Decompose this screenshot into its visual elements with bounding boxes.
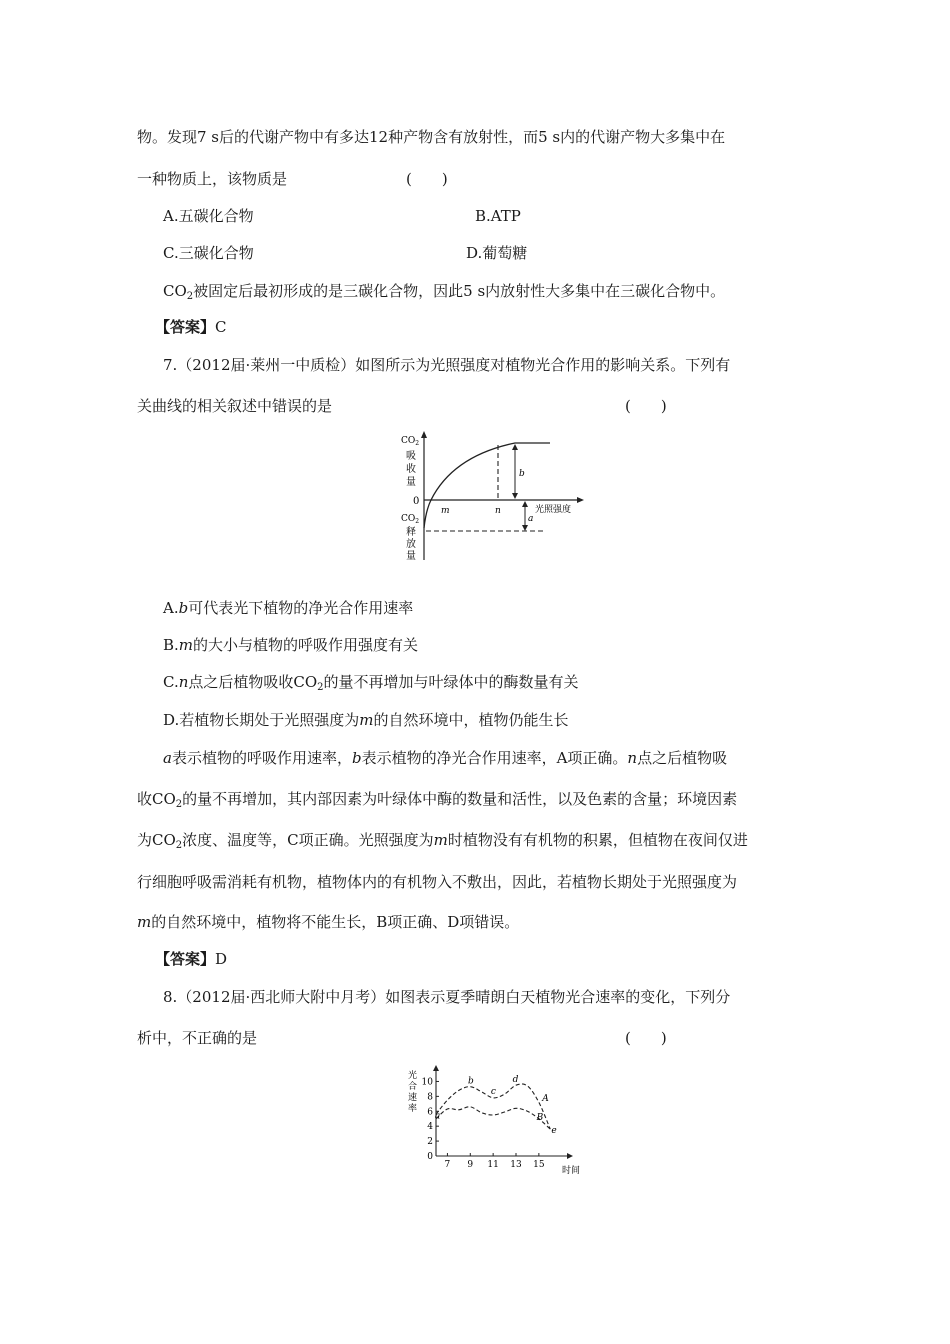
q7-y-top-label-1: 吸 — [406, 451, 416, 462]
q7-explanation-line-1: a表示植物的呼吸作用速率，b表示植物的净光合作用速率，A项正确。n点之后植物吸 — [163, 749, 728, 767]
q8-answer-blank: ( ) — [625, 1029, 667, 1047]
q7-stem-line-2: 关曲线的相关叙述中错误的是 — [137, 397, 333, 415]
q8-point-a-label: a — [434, 1111, 441, 1122]
q8-x-tick-label: 15 — [533, 1160, 545, 1170]
q7-y-top-co2: $CO_2$ — [401, 436, 420, 447]
q8-y-label-2: 合 — [408, 1082, 418, 1092]
q8-y-axis-arrow — [433, 1065, 439, 1071]
q7-option-d: D.若植物长期处于光照强度为m的自然环境中，植物仍能生长 — [163, 711, 569, 729]
q7-y-top-label-2: 收 — [406, 464, 416, 475]
q8-curve-A-label: A — [542, 1093, 549, 1104]
q7-label-b: b — [519, 469, 525, 479]
q6-stem-line-1: 物。发现7 s后的代谢产物中有多达12种产物含有放射性，而5 s内的代谢产物大多集中在 — [137, 128, 726, 146]
q8-y-tick-label: 8 — [427, 1092, 433, 1103]
q7-point-n: n — [495, 506, 501, 516]
q8-stem-line-1: 8.（2012届·西北师大附中月考）如图表示夏季晴朗白天植物光合速率的变化，下列分 — [163, 988, 731, 1006]
q6-option-c: C.三碳化合物 — [163, 244, 254, 262]
q6-option-b: B.ATP — [475, 207, 521, 225]
q7-y-bot-label-1: 释 — [406, 527, 416, 538]
q8-y-label-3: 速 — [408, 1093, 418, 1103]
q6-option-a: A.五碳化合物 — [163, 207, 254, 225]
q7-label-a: a — [528, 514, 534, 524]
q7-y-axis-arrow — [421, 431, 427, 438]
q7-zero-label: 0 — [413, 496, 420, 507]
q7-x-axis-arrow — [577, 497, 584, 503]
q8-point-c-label: c — [490, 1086, 496, 1097]
q7-explanation-line-2: 收$CO_2$的量不再增加，其内部因素为叶绿体中酶的数量和活性，以及色素的含量；环境因素 — [137, 790, 738, 810]
q6-option-d: D.葡萄糖 — [466, 244, 528, 262]
q8-x-tick-label: 9 — [467, 1160, 474, 1170]
q7-option-c: C.n点之后植物吸收$CO_2$的量不再增加与叶绿体中的酶数量有关 — [163, 673, 579, 693]
q8-y-tick-label: 0 — [427, 1152, 433, 1162]
q7-y-top-label-3: 量 — [406, 477, 416, 488]
q7-x-axis-label: 光照强度 — [535, 505, 572, 515]
q8-point-b-label: b — [468, 1076, 474, 1087]
q8-x-axis-label: 时间 — [562, 1166, 580, 1176]
q6-explanation: $CO_2$被固定后最初形成的是三碳化合物，因此5 s内放射性大多集中在三碳化合物中。 — [163, 282, 726, 302]
q7-answer-blank: ( ) — [625, 397, 667, 415]
q8-y-label-4: 率 — [408, 1104, 418, 1114]
q8-photosynthesis-chart — [400, 1062, 580, 1180]
q6-answer: 【答案】C — [155, 318, 227, 336]
q7-y-bot-co2: $CO_2$ — [401, 514, 420, 525]
q8-x-tick-label: 11 — [487, 1160, 499, 1170]
q8-x-tick-label: 13 — [510, 1160, 522, 1170]
q7-stem-line-1: 7.（2012届·莱州一中质检）如图所示为光照强度对植物光合作用的影响关系。下列有 — [163, 356, 731, 374]
q8-y-tick-label: 6 — [427, 1107, 433, 1118]
q8-point-d-label: d — [512, 1075, 519, 1086]
q7-light-intensity-figure — [388, 430, 598, 565]
q7-explanation-line-3: 为$CO_2$浓度、温度等，C项正确。光照强度为m时植物没有有机物的积累，但植物在夜间仅进 — [137, 831, 748, 851]
q8-stem-line-2: 析中，不正确的是 — [137, 1029, 258, 1047]
q7-point-m: m — [441, 506, 450, 516]
q6-answer-blank: ( ) — [406, 170, 448, 188]
q8-y-tick-label: 2 — [427, 1137, 433, 1148]
q8-x-tick-label: 7 — [444, 1160, 451, 1170]
q7-explanation-line-4: 行细胞呼吸需消耗有机物，植物体内的有机物入不敷出，因此，若植物长期处于光照强度为 — [137, 873, 738, 891]
q7-option-a: A.b可代表光下植物的净光合作用速率 — [163, 599, 414, 617]
q7-y-bot-label-3: 量 — [406, 551, 416, 562]
q7-answer: 【答案】D — [155, 950, 228, 968]
q8-y-label-1: 光 — [408, 1071, 418, 1081]
q8-y-tick-label: 10 — [421, 1077, 433, 1088]
q6-stem-line-2: 一种物质上，该物质是 — [137, 170, 288, 188]
q8-series-B-line — [436, 1107, 550, 1129]
q8-curve-B-label: B — [536, 1113, 544, 1124]
q8-point-e-label: e — [551, 1126, 557, 1137]
q7-y-bot-label-2: 放 — [406, 539, 416, 550]
q8-x-axis-arrow — [567, 1153, 573, 1159]
q7-explanation-line-5: m的自然环境中，植物将不能生长，B项正确、D项错误。 — [137, 913, 520, 931]
q7-option-b: B.m的大小与植物的呼吸作用强度有关 — [163, 636, 419, 654]
q8-y-tick-label: 4 — [427, 1122, 433, 1133]
